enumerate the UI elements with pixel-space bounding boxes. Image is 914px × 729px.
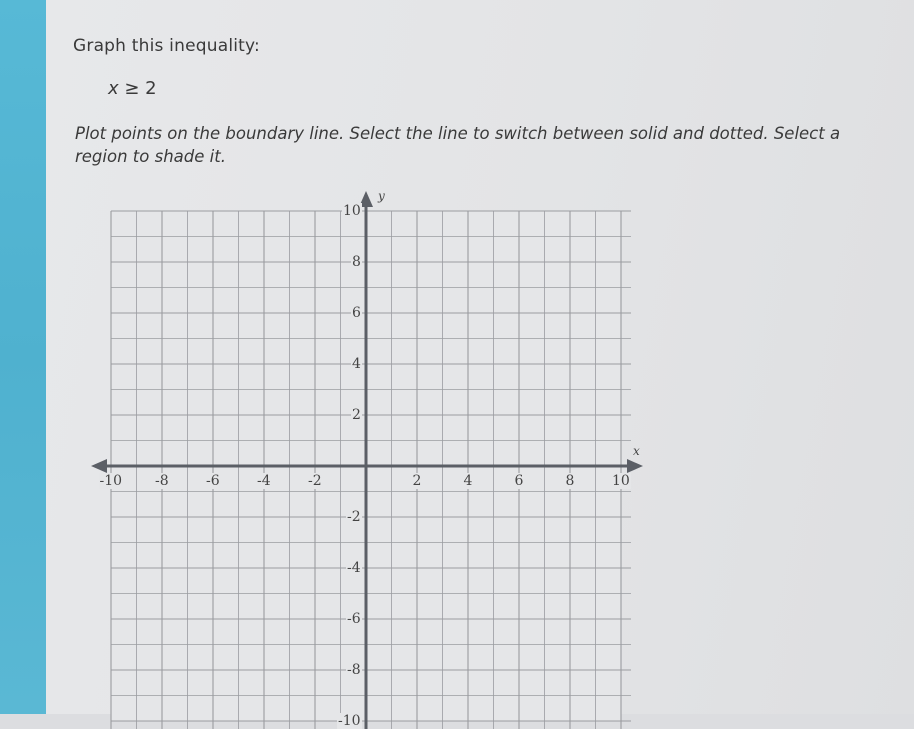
y-tick-label: 6 (352, 305, 361, 321)
x-tick-label: -10 (99, 473, 123, 489)
x-axis-label: x (633, 444, 640, 458)
x-tick-label: 10 (612, 473, 630, 489)
inequality-variable: x (108, 78, 119, 99)
y-tick-label: 8 (352, 254, 361, 270)
inequality-expression (108, 78, 157, 99)
x-tick-label: -2 (308, 473, 322, 489)
y-tick-label: 10 (343, 203, 361, 219)
x-axis-arrow-right-icon (627, 459, 643, 473)
question-prompt: Graph this inequality: (73, 36, 260, 56)
inequality-relation: ≥ 2 (118, 78, 157, 99)
x-tick-label: -8 (155, 473, 169, 489)
monitor-bezel (0, 0, 46, 714)
x-tick-label: 4 (463, 473, 473, 489)
y-tick-label: -4 (347, 560, 361, 576)
y-tick-label: -10 (338, 713, 361, 729)
x-tick-label: 2 (412, 473, 422, 489)
graph-canvas[interactable] (100, 186, 660, 714)
y-tick-label: 4 (352, 356, 361, 372)
coordinate-plane[interactable] (99, 186, 660, 729)
y-axis-label: y (378, 189, 385, 203)
x-tick-label: 8 (565, 473, 575, 489)
y-tick-label: -2 (347, 509, 361, 525)
x-tick-label: -6 (206, 473, 220, 489)
question-instructions: Plot points on the boundary line. Select the line to switch between solid and dotted. Select a region to shade it. (75, 124, 841, 166)
x-tick-label: 6 (514, 473, 524, 489)
x-tick-label: -4 (257, 473, 271, 489)
y-tick-label: -6 (347, 611, 361, 627)
y-tick-label: -8 (347, 662, 361, 678)
y-tick-label: 2 (352, 407, 361, 423)
